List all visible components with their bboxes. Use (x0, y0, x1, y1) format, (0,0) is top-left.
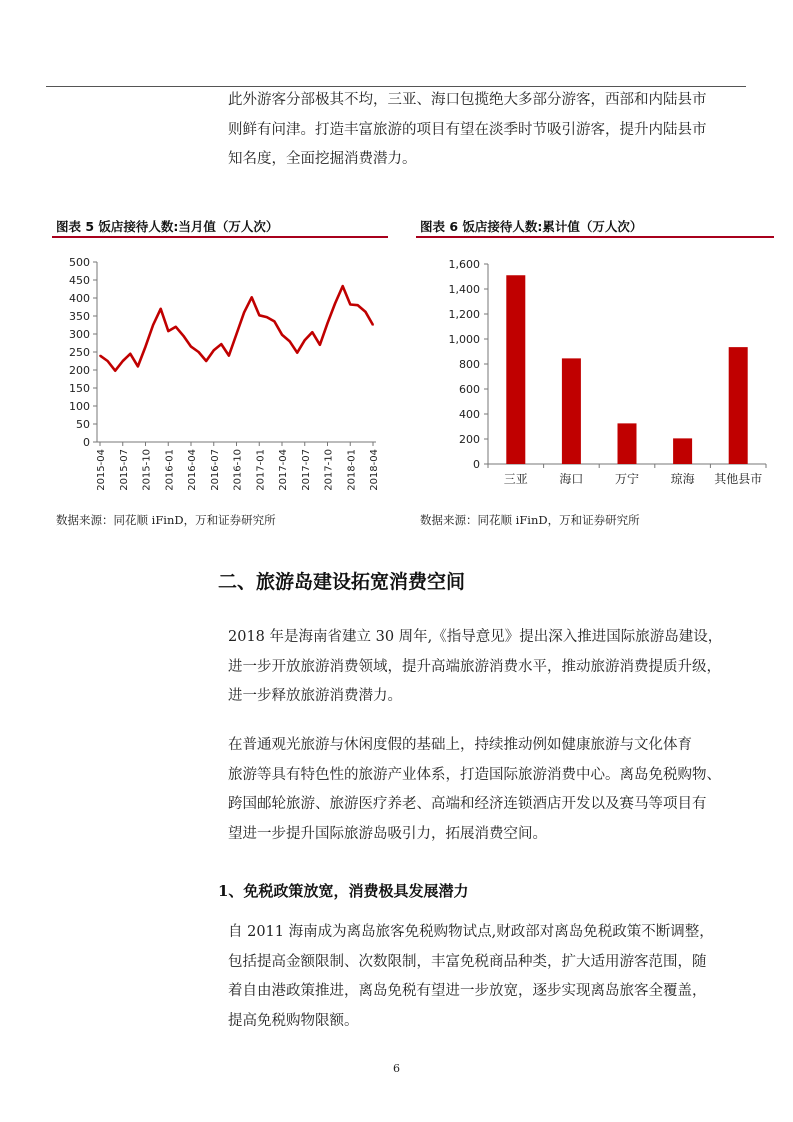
data-point (365, 311, 367, 313)
paragraph-line: 望进一步提升国际旅游岛吸引力，拓展消费空间。 (228, 825, 547, 842)
data-point (266, 316, 268, 318)
y-tick-label: 200 (459, 433, 480, 446)
y-tick-label: 1,400 (448, 283, 480, 296)
data-point (349, 304, 351, 306)
data-point (107, 360, 109, 362)
intro-line: 此外游客分部极其不均，三亚、海口包揽绝大多部分游客，西部和内陆县市 (228, 92, 707, 108)
data-point (122, 360, 124, 362)
data-point (221, 343, 223, 345)
x-tick-label: 2016-01 (164, 449, 176, 491)
data-point (175, 326, 177, 328)
figure6-title: 图表 6 饭店接待人数:累计值（万人次） (420, 219, 643, 234)
y-tick-label: 600 (459, 383, 480, 396)
data-point (319, 344, 321, 346)
data-point (236, 333, 238, 335)
x-tick-label: 2017-04 (278, 449, 289, 491)
data-point (281, 334, 283, 336)
bar-chart-cumulative (416, 245, 774, 507)
x-tick-label: 2018-01 (346, 449, 358, 491)
data-point (190, 346, 192, 348)
intro-paragraph (228, 86, 748, 175)
paragraph-line: 包括提高金额限制、次数限制，丰富免税商品种类，扩大适用游客范围，随 (228, 953, 707, 970)
paragraph-line: 自 2011 海南成为离岛旅客免税购物试点,财政部对离岛免税政策不断调整， (228, 924, 714, 940)
figure5-title: 图表 5 饭店接待人数:当月值（万人次） (56, 219, 279, 234)
subsection-title: 1、免税政策放宽，消费极具发展潜力 (218, 882, 469, 900)
paragraph-line: 进一步释放旅游消费潜力。 (228, 688, 402, 704)
y-tick-label: 0 (83, 436, 90, 449)
bar-3 (618, 423, 637, 464)
bar-2 (562, 358, 581, 464)
y-tick-label: 50 (76, 418, 90, 431)
data-point (137, 366, 139, 368)
data-point (258, 314, 260, 316)
x-tick-label: 2015-10 (141, 449, 153, 491)
data-point (130, 353, 132, 355)
data-point (99, 355, 101, 357)
data-point (213, 349, 215, 351)
data-point (152, 324, 154, 326)
y-tick-label: 200 (69, 364, 90, 377)
data-point (243, 312, 245, 314)
figure5-source: 数据来源：同花顺 iFinD，万和证券研究所 (56, 513, 276, 527)
data-point (167, 330, 169, 332)
data-point (327, 322, 329, 324)
paragraph-line: 旅游等具有特色性的旅游产业体系，打造国际旅游消费中心。离岛免税购物、 (228, 766, 721, 783)
y-tick-label: 1,600 (448, 258, 480, 271)
figure6-source: 数据来源：同花顺 iFinD，万和证券研究所 (420, 513, 640, 527)
line-chart-monthly (52, 245, 388, 507)
data-point (304, 339, 306, 341)
x-tick-label: 三亚 (503, 472, 528, 486)
data-point (198, 351, 200, 353)
x-tick-label: 2015-04 (96, 449, 107, 491)
y-tick-label: 250 (69, 346, 90, 359)
data-point (296, 352, 298, 354)
data-point (251, 296, 253, 298)
data-point (274, 321, 276, 323)
data-point (312, 331, 314, 333)
y-tick-label: 400 (69, 292, 90, 305)
paragraph-line: 2018 年是海南省建立 30 周年,《指导意见》提出深入推进国际旅游岛建设， (228, 629, 723, 645)
y-tick-label: 150 (69, 382, 90, 395)
section-title: 二、旅游岛建设拓宽消费空间 (218, 571, 466, 593)
x-tick-label: 2017-10 (323, 449, 335, 491)
bar-5 (729, 347, 748, 464)
subsection1-paragraph (228, 918, 748, 1036)
x-tick-label: 琼海 (670, 472, 695, 486)
data-point (342, 285, 344, 287)
intro-line: 知名度，全面挖掘消费潜力。 (228, 151, 417, 167)
data-point (228, 355, 230, 357)
x-tick-label: 2017-01 (255, 449, 267, 491)
y-tick-label: 0 (473, 458, 480, 471)
data-point (114, 370, 116, 372)
x-tick-label: 2018-04 (369, 449, 380, 491)
y-tick-label: 300 (69, 328, 90, 341)
section2-paragraph-2 (228, 731, 748, 849)
data-point (357, 304, 359, 306)
paragraph-line: 在普通观光旅游与休闲度假的基础上，持续推动例如健康旅游与文化体育 (228, 737, 692, 753)
y-tick-label: 400 (459, 408, 480, 421)
data-point (205, 360, 207, 362)
data-point (145, 346, 147, 348)
bar-4 (673, 438, 692, 464)
series-line-hotel-guests (100, 286, 373, 371)
x-tick-label: 其他县市 (714, 472, 763, 486)
x-tick-label: 2016-07 (209, 449, 221, 491)
paragraph-line: 提高免税购物限额。 (228, 1012, 359, 1029)
y-tick-label: 450 (69, 274, 90, 287)
data-point (289, 340, 291, 342)
y-tick-label: 1,200 (448, 308, 480, 321)
y-tick-label: 100 (69, 400, 90, 413)
y-tick-label: 500 (69, 256, 90, 269)
intro-line: 则鲜有问津。打造丰富旅游的项目有望在淡季时节吸引游客，提升内陆县市 (228, 121, 707, 138)
y-tick-label: 350 (69, 310, 90, 323)
bar-1 (506, 275, 525, 464)
y-tick-label: 1,000 (448, 333, 480, 346)
data-point (160, 308, 162, 310)
paragraph-line: 着自由港政策推进，离岛免税有望进一步放宽，逐步实现离岛旅客全覆盖， (228, 983, 707, 999)
x-tick-label: 2016-10 (232, 449, 244, 491)
paragraph-line: 进一步开放旅游消费领域，提升高端旅游消费水平，推动旅游消费提质升级， (228, 658, 721, 675)
x-tick-label: 2015-07 (118, 449, 130, 491)
x-tick-label: 海口 (559, 472, 584, 486)
paragraph-line: 跨国邮轮旅游、旅游医疗养老、高端和经济连锁酒店开发以及赛马等项目有 (228, 796, 707, 812)
section2-paragraph-1 (228, 623, 748, 712)
figure5-rule (52, 236, 388, 238)
data-point (334, 303, 336, 305)
figure6-rule (416, 236, 774, 238)
page-number: 6 (393, 1062, 400, 1075)
data-point (372, 324, 374, 326)
data-point (183, 335, 185, 337)
x-tick-label: 万宁 (614, 472, 640, 486)
x-tick-label: 2016-04 (187, 449, 198, 491)
x-tick-label: 2017-07 (300, 449, 312, 491)
y-tick-label: 800 (459, 358, 480, 371)
